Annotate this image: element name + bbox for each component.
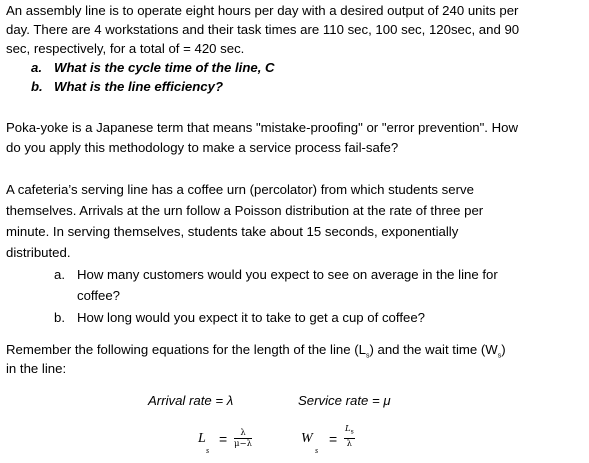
question-3a-line-1: How many customers would you expect to see on average in the line for: [77, 267, 498, 282]
remember-text-mid: ) and the wait time (W: [369, 342, 498, 357]
ls-fraction: [234, 428, 252, 449]
question-3b-marker: b.: [54, 310, 65, 325]
ws-num-sub: s: [350, 428, 354, 436]
question-1a-marker: a.: [31, 60, 42, 75]
remember-line-2: in the line:: [6, 361, 67, 376]
question-3a-marker: a.: [54, 267, 65, 282]
service-rate-label: Service rate = μ: [298, 393, 391, 408]
ws-numerator: [344, 424, 355, 439]
ws-num-var: L: [345, 424, 351, 434]
remember-text-post: ): [501, 342, 506, 357]
remember-sub-ws: s: [497, 352, 502, 360]
remember-sub-ls: s: [365, 352, 370, 360]
ws-variable: W: [301, 431, 313, 446]
ls-denominator: μ−λ: [234, 439, 253, 449]
question-1b-text: What is the line efficiency?: [54, 79, 224, 94]
ls-equals: =: [219, 431, 228, 447]
ws-fraction: [344, 424, 355, 449]
question-3b-text: How long would you expect it to take to get a cup of coffee?: [77, 310, 425, 325]
problem3-line-1: A cafeteria’s serving line has a coffee urn (percolator) from which students serve: [6, 182, 474, 197]
problem3-line-3: minute. In serving themselves, students take about 15 seconds, exponentially: [6, 224, 459, 239]
remember-text-pre: Remember the following equations for the length of the line (L: [6, 342, 366, 357]
ls-variable: L: [198, 431, 206, 446]
problem2-line-1: Poka-yoke is a Japanese term that means "mistake-proofing" or "error prevention". How: [6, 120, 519, 135]
ws-equals: =: [329, 431, 338, 447]
problem3-line-4: distributed.: [6, 245, 71, 260]
problem2-line-2: do you apply this methodology to make a service process fail-safe?: [6, 140, 399, 155]
ws-denominator: λ: [346, 438, 353, 449]
arrival-rate-label: Arrival rate = λ: [148, 393, 234, 408]
question-1a-text: What is the cycle time of the line, C: [54, 60, 275, 75]
problem3-line-2: themselves. Arrivals at the urn follow a Poisson distribution at the rate of three per: [6, 203, 484, 218]
ls-subscript: s: [206, 446, 210, 455]
remember-line-1: [6, 340, 506, 366]
ls-numerator: λ: [234, 428, 252, 439]
problem1-line-2: day. There are 4 workstations and their task times are 110 sec, 100 sec, 120sec, and 90: [6, 22, 520, 37]
ws-subscript: s: [315, 446, 319, 455]
question-1b-marker: b.: [31, 79, 43, 94]
problem1-line-3: sec, respectively, for a total of = 420 sec.: [6, 41, 245, 56]
problem1-line-1: An assembly line is to operate eight hours per day with a desired output of 240 units per: [6, 3, 519, 18]
question-3a-line-2: coffee?: [77, 288, 121, 303]
